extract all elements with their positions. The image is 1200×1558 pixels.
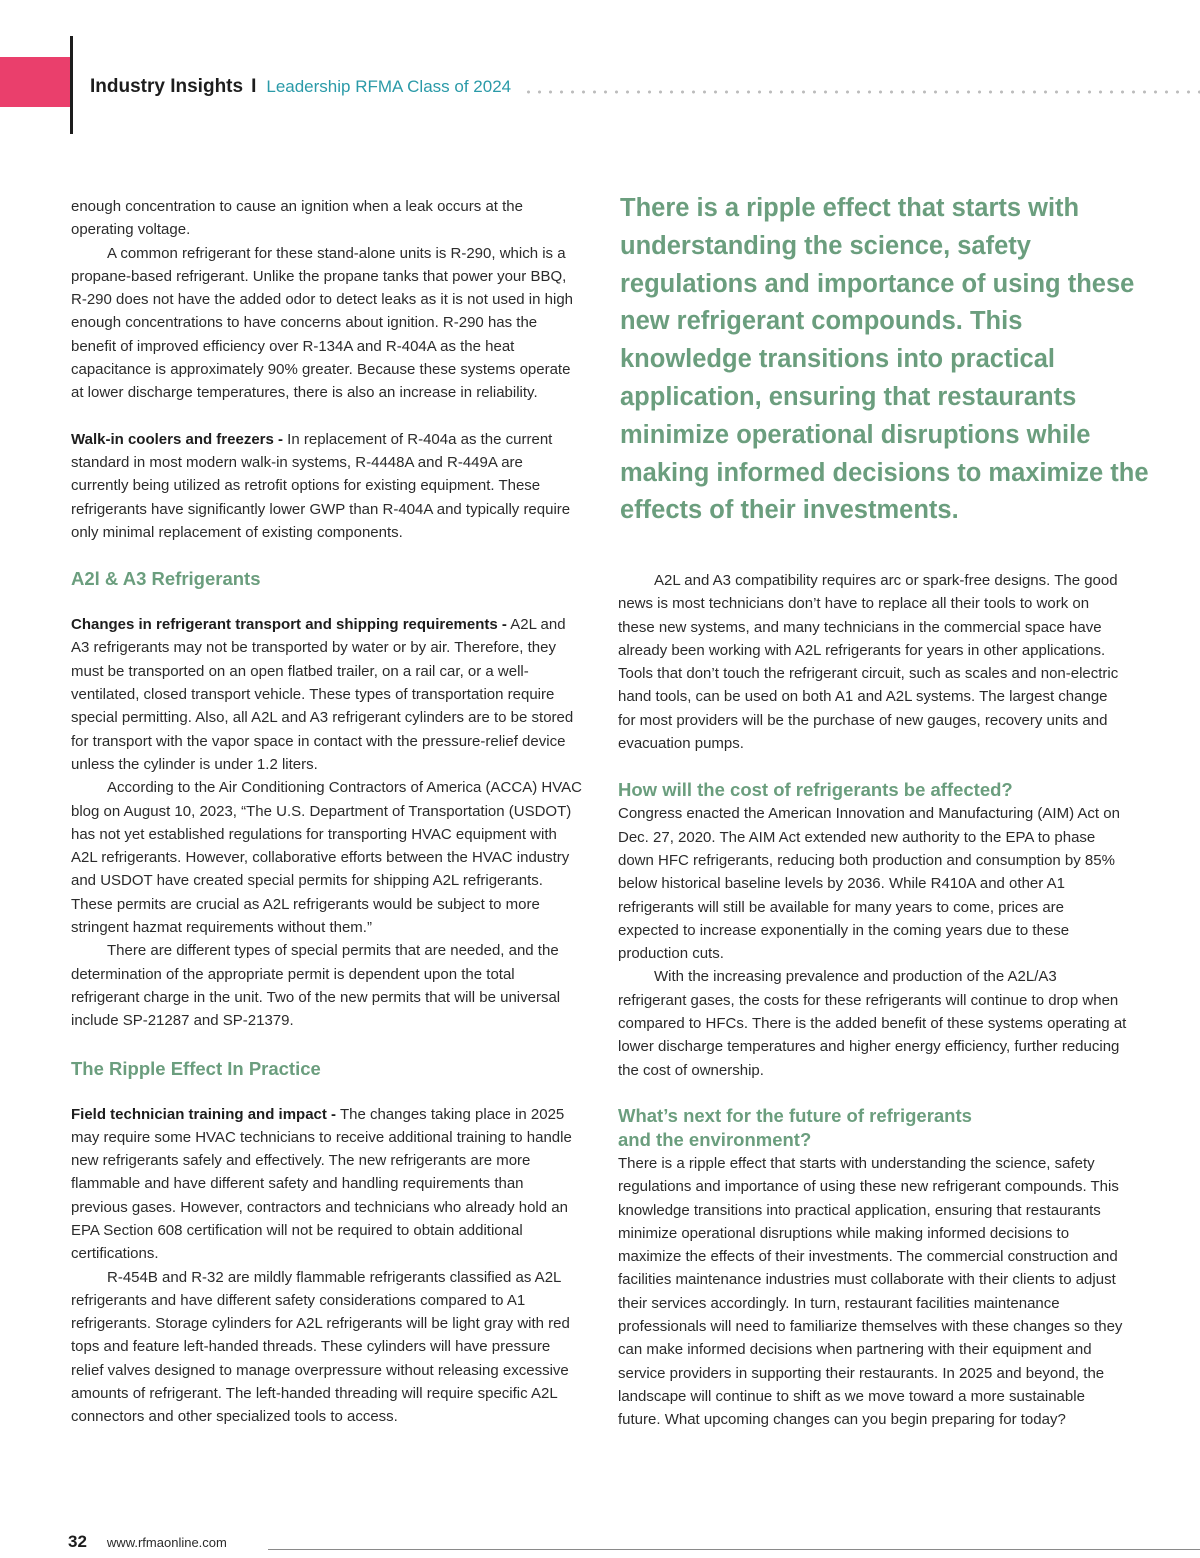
footer-rule	[268, 1549, 1200, 1550]
paragraph-body: The changes taking place in 2025 may require some HVAC technicians to receive additional training to handle new refrigerants safely and effectively. The new refrigerants are more flammable and have different safety and handling requirements than previous gases. However, contractors and technicians who already hold an EPA Section 608 certification will not be required to obtain additional certifications.	[71, 1105, 572, 1263]
run-in-heading: Walk-in coolers and freezers -	[71, 430, 284, 448]
paragraph: With the increasing prevalence and production of the A2L/A3 refrigerant gases, the costs for these refrigerants will continue to drop when compared to HFCs. There is the added benefit of these systems operating at lower discharge temperatures and higher energy efficiency, further reducing the cost of ownership.	[618, 968, 1127, 1079]
footer-url[interactable]: www.rfmaonline.com	[106, 1535, 227, 1550]
section-heading: The Ripple Effect In Practice	[71, 1057, 321, 1079]
header-dotted-rule	[523, 90, 1200, 94]
section-heading-line: and the environment?	[618, 1128, 812, 1150]
left-column	[71, 195, 583, 1429]
header-separator: I	[251, 76, 257, 97]
section-heading: A2l & A3 Refrigerants	[71, 568, 261, 590]
paragraph	[71, 1103, 583, 1266]
page-footer	[68, 1532, 227, 1552]
header-section-title: Industry Insights	[90, 76, 244, 97]
paragraph-body: In replacement of R-404a as the current standard in most modern walk-in systems, R-4448A and R-449A are currently being utilized as retrofit options for existing equipment. These refrigerants have significantly lower GWP than R-404A and typically require only minimal replacement of existing components.	[71, 430, 571, 541]
section-color-tab	[0, 57, 70, 107]
page-number: 32	[68, 1532, 87, 1551]
paragraph: There is a ripple effect that starts with understanding the science, safety regulations and importance of using these new refrigerant compounds. This knowledge transitions into practical application, ensuring that restaurants minimize operational disruptions while making informed decisions to maximize the effects of their investments. The commercial construction and facilities maintenance industries must collaborate with their clients to adjust their services accordingly. In turn, restaurant facilities maintenance professionals will need to familiarize themselves with these changes so they can make informed decisions when partnering with their equipment and service providers in supporting their restaurants. In 2025 and beyond, the landscape will continue to shift as we move toward a more sustainable future. What upcoming changes can you begin preparing for today?	[618, 1154, 1123, 1429]
paragraph: A common refrigerant for these stand-alone units is R-290, which is a propane-based refrigerant. Unlike the propane tanks that power your BBQ, R-290 does not have the added odor to detect leaks as it is not used in high enough concentrations to have concerns about ignition. R-290 has the benefit of improved efficiency over R-134A and R-404A as the heat capacitance is approximately 90% greater. Because these systems operate at lower discharge temperatures, there is also an increase in reliability.	[71, 244, 574, 402]
paragraph: There are different types of special permits that are needed, and the determination of the appropriate permit is dependent upon the total refrigerant charge in the unit. Two of the new permits that will be universal include SP-21287 and SP-21379.	[71, 942, 561, 1030]
header-subtitle: Leadership RFMA Class of 2024	[266, 77, 512, 96]
running-header	[90, 76, 511, 98]
run-in-heading: Changes in refrigerant transport and shipping requirements -	[71, 616, 507, 634]
paragraph: Congress enacted the American Innovation and Manufacturing (AIM) Act on Dec. 27, 2020. The AIM Act extended new authority to the EPA to phase down HFC refrigerants, reducing both production and consumption by 85% below historical baseline levels by 2036. While R410A and other A1 refrigerants will still be available for many years to come, prices are expected to increase exponentially in the coming years due to these production cuts.	[618, 805, 1120, 963]
section-heading: How will the cost of refrigerants be affected?	[618, 779, 1013, 801]
run-in-heading: Field technician training and impact -	[71, 1105, 337, 1123]
header-vertical-rule	[70, 36, 73, 134]
paragraph	[71, 613, 583, 776]
paragraph-body: A2L and A3 refrigerants may not be transported by water or by air. Therefore, they must be transported on an open flatbed trailer, on a rail car, or a well-ventilated, closed transport vehicle. These types of transportation require special permitting. Also, all A2L and A3 refrigerant cylinders are to be stored for transport with the vapor space in contact with the pressure-relief device unless the cylinder is under 1.2 liters.	[71, 616, 574, 773]
paragraph: According to the Air Conditioning Contractors of America (ACCA) HVAC blog on August 10, 2023, “The U.S. Department of Transportation (USDOT) has not yet established regulations for transporting HVAC equipment with A2L refrigerants. However, collaborative efforts between the HVAC industry and USDOT have created special permits for shipping A2L refrigerants. These permits are crucial as A2L refrigerants would be subject to more stringent hazmat requirements without them.”	[71, 779, 582, 937]
paragraph: A2L and A3 compatibility requires arc or spark-free designs. The good news is most technicians don’t have to replace all their tools to work on these new systems, and many technicians in the commercial space have already been working with A2L refrigerants for years in other applications. Tools that don’t touch the refrigerant circuit, such as scales and non-electric hand tools, can be used on both A1 and A2L systems. The largest change for most providers will be the purchase of new gauges, recovery units and evacuation pumps.	[618, 572, 1119, 753]
section-heading-line: What’s next for the future of refrigerants	[618, 1104, 972, 1126]
pull-quote: There is a ripple effect that starts with understanding the science, safety regulations and importance of using these new refrigerant compounds. This knowledge transitions into practical application, ensuring that restaurants minimize operational disruptions while making informed decisions to maximize the effects of their investments.	[620, 194, 1149, 525]
paragraph: enough concentration to cause an ignition when a leak occurs at the operating voltage.	[71, 198, 523, 239]
paragraph: R-454B and R-32 are mildly flammable refrigerants classified as A2L refrigerants and have different safety considerations compared to A1 refrigerants. Storage cylinders for A2L refrigerants will be light gray with red tops and feature left-handed threads. These cylinders will have pressure relief valves designed to manage overpressure without releasing excessive amounts of refrigerant. The left-handed threading will require specific A2L connectors and other specialized tools to access.	[71, 1268, 570, 1426]
paragraph	[71, 428, 583, 544]
right-column	[618, 569, 1128, 1432]
section-heading	[618, 1104, 1128, 1152]
